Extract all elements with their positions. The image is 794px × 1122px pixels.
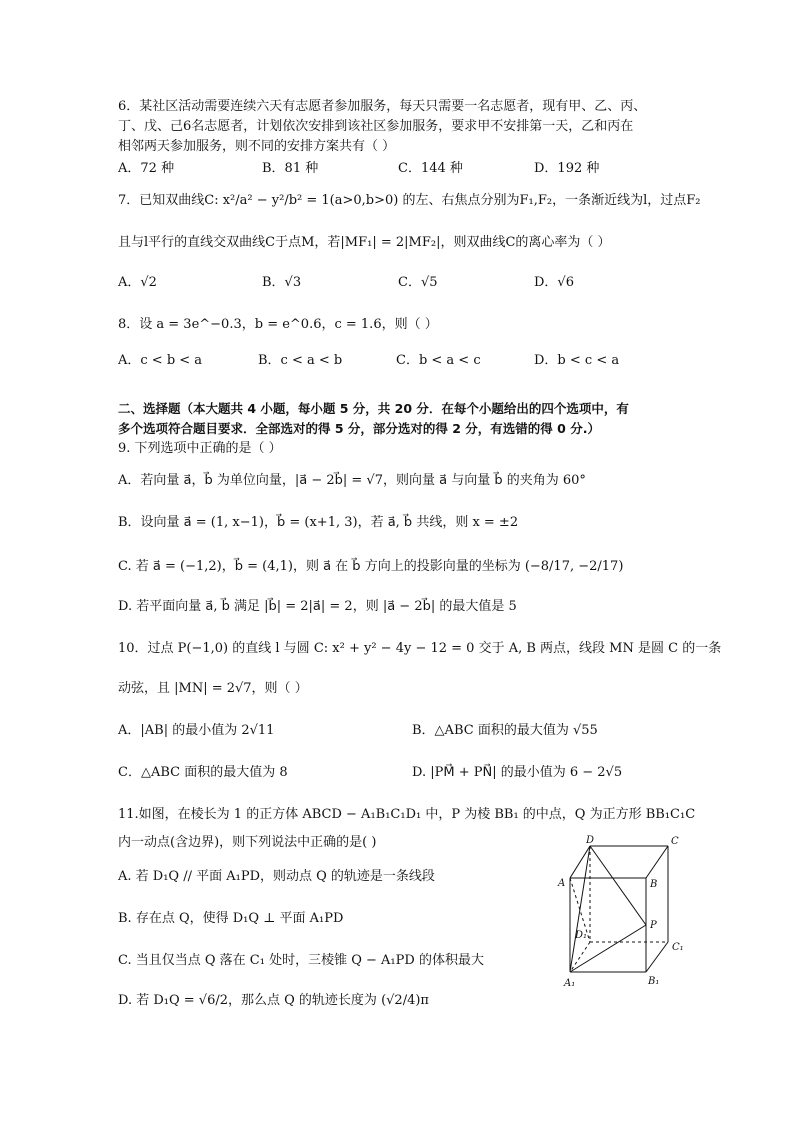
q10-line-1: 10．过点 P(−1,0) 的直线 l 与圆 C: x² + y² − 4y − 12 = 0 交于 A, B 两点，线段 MN 是圆 C 的一条 — [118, 641, 722, 656]
section2-heading-line-2: 多个选项符合题目要求．全部选对的得 5 分，部分选对的得 2 分，有选错的得 0 分.） — [118, 421, 600, 436]
q6-line-1: 6．某社区活动需要连续六天有志愿者参加服务，每天只需要一名志愿者，现有甲、乙、丙、 — [118, 99, 647, 114]
label-c1: C₁ — [672, 942, 684, 953]
q10-line-2: 动弦，且 |MN| = 2√7，则（ ） — [118, 681, 308, 696]
q6-option-d: D．192 种 — [534, 161, 600, 176]
q7-option-b: B．√3 — [262, 275, 302, 290]
q7-line-2: 且与l平行的直线交双曲线C于点M，若|MF₁| = 2|MF₂|，则双曲线C的离心率为（ ） — [118, 235, 611, 250]
q11-line-2: 内一动点(含边界)，则下列说法中正确的是( ) — [118, 835, 377, 850]
label-a1: A₁ — [564, 978, 576, 989]
q7-line-1: 7．已知双曲线C: x²/a² − y²/b² = 1(a>0,b>0) 的左、右焦点分别为F₁,F₂，一条渐近线为l，过点F₂ — [118, 193, 701, 208]
q9-option-c: C. 若 a⃗ = (−1,2)，b⃗ = (4,1)，则 a⃗ 在 b⃗ 方向上的投影向量的坐标为 (−8/17, −2/17) — [118, 559, 624, 574]
q8-option-c: C．b < a < c — [396, 353, 481, 368]
q11-option-c: C. 当且仅当点 Q 落在 C₁ 处时，三棱锥 Q − A₁PD 的体积最大 — [118, 953, 484, 968]
q8-line-1: 8．设 a = 3e^−0.3，b = e^0.6，c = 1.6，则（ ） — [118, 317, 438, 332]
label-b1: B₁ — [648, 976, 660, 987]
q8-option-d: D．b < c < a — [534, 353, 620, 368]
label-p: P — [650, 920, 657, 931]
q8-option-b: B．c < a < b — [258, 353, 343, 368]
q8-option-a: A．c < b < a — [118, 353, 203, 368]
q7-option-c: C．√5 — [398, 275, 438, 290]
q9-line-1: 9. 下列选项中正确的是（ ） — [118, 441, 282, 456]
q6-line-3: 相邻两天参加服务，则不同的安排方案共有（ ） — [118, 139, 396, 154]
q6-option-a: A．72 种 — [118, 161, 175, 176]
q10-option-c: C．△ABC 面积的最大值为 8 — [118, 765, 288, 780]
q6-line-2: 丁、戊、己6名志愿者，计划依次安排到该社区参加服务，要求甲不安排第一天，乙和丙在 — [118, 119, 634, 134]
label-c: C — [671, 836, 679, 847]
q11-option-a: A. 若 D₁Q // 平面 A₁PD，则动点 Q 的轨迹是一条线段 — [118, 869, 435, 884]
q10-option-a: A．|AB| 的最小值为 2√11 — [118, 723, 275, 738]
q10-option-d: D. |PM⃗ + PN⃗| 的最小值为 6 − 2√5 — [412, 765, 623, 780]
q11-line-1: 11.如图，在棱长为 1 的正方体 ABCD − A₁B₁C₁D₁ 中，P 为棱 BB₁ 的中点，Q 为正方形 BB₁C₁C — [118, 807, 696, 822]
label-d: D — [586, 835, 595, 846]
q9-option-d: D. 若平面向量 a⃗, b⃗ 满足 |b⃗| = 2|a⃗| = 2，则 |a⃗ − 2b⃗| 的最大值是 5 — [118, 599, 517, 614]
q9-option-a: A．若向量 a⃗，b⃗ 为单位向量，|a⃗ − 2b⃗| = √7，则向量 a⃗ 与向量 b⃗ 的夹角为 60° — [118, 473, 586, 488]
q10-option-b: B．△ABC 面积的最大值为 √55 — [412, 723, 598, 738]
label-b: B — [650, 879, 658, 890]
q6-option-b: B．81 种 — [262, 161, 319, 176]
q11-option-d: D. 若 D₁Q = √6/2，那么点 Q 的轨迹长度为 (√2/4)π — [118, 993, 429, 1008]
q9-option-b: B．设向量 a⃗ = (1, x−1)，b⃗ = (x+1, 3)，若 a⃗, b⃗ 共线，则 x = ±2 — [118, 515, 519, 530]
q7-option-d: D．√6 — [534, 275, 574, 290]
section2-heading-line-1: 二、选择题（本大题共 4 小题，每小题 5 分，共 20 分．在每个小题给出的四个选项中，有 — [118, 401, 629, 416]
label-a: A — [558, 878, 566, 889]
q7-option-a: A．√2 — [118, 275, 157, 290]
cube-figure — [548, 834, 698, 1004]
q6-option-c: C．144 种 — [398, 161, 463, 176]
q11-option-b: B. 存在点 Q，使得 D₁Q ⊥ 平面 A₁PD — [118, 911, 344, 926]
label-d1: D₁ — [575, 930, 588, 941]
